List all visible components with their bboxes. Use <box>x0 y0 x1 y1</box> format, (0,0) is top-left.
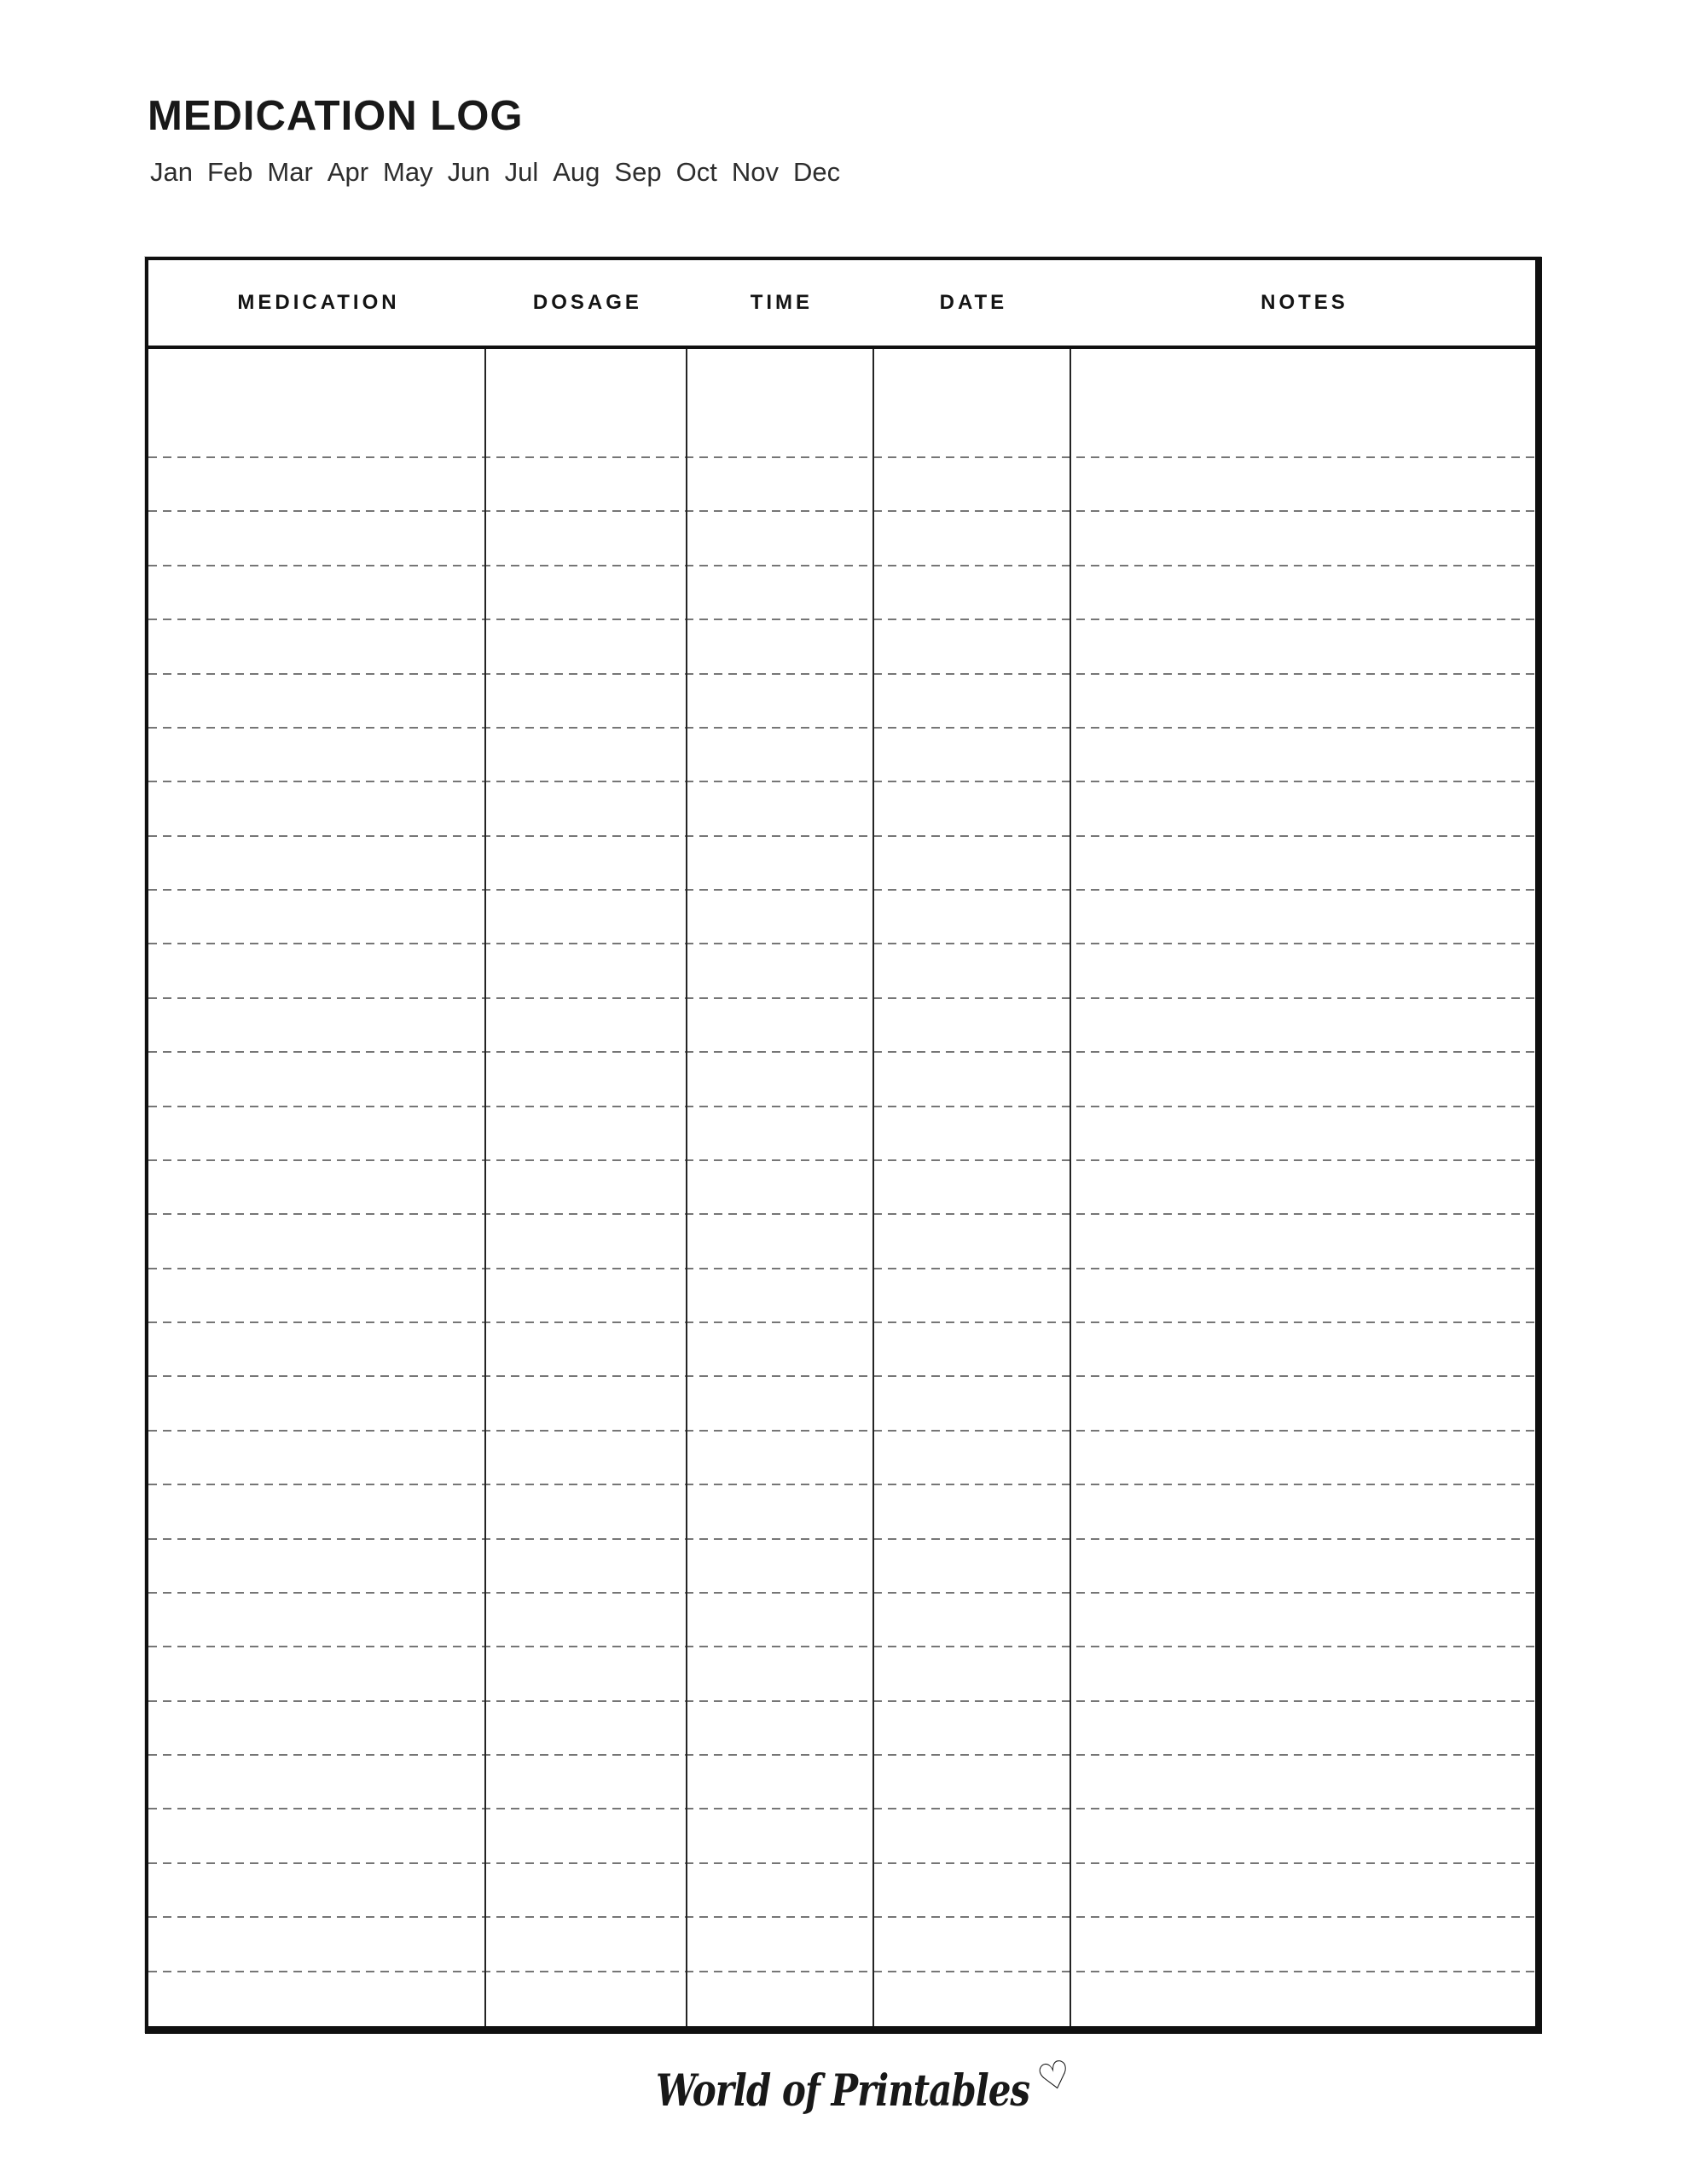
table-row <box>148 1540 1535 1594</box>
table-row <box>148 891 1535 944</box>
month-label-oct: Oct <box>675 157 717 187</box>
column-header-dosage: DOSAGE <box>532 291 642 314</box>
column-header-time: TIME <box>750 291 814 314</box>
column-header-date: DATE <box>939 291 1008 314</box>
month-label-may: May <box>383 157 433 187</box>
table-row <box>148 1918 1535 1972</box>
table-row <box>148 675 1535 729</box>
table-row <box>148 1809 1535 1863</box>
table-row <box>148 620 1535 674</box>
table-row <box>148 1756 1535 1809</box>
month-label-sep: Sep <box>614 157 662 187</box>
table-row <box>148 1864 1535 1918</box>
table-row <box>148 1053 1535 1107</box>
table-row <box>148 782 1535 836</box>
month-label-aug: Aug <box>553 157 600 187</box>
table-row <box>148 729 1535 782</box>
month-label-dec: Dec <box>792 157 841 187</box>
month-label-jul: Jul <box>504 157 539 187</box>
table-row <box>148 458 1535 512</box>
month-label-jun: Jun <box>447 157 490 187</box>
heart-icon: ♡ <box>1032 2051 1076 2102</box>
month-label-apr: Apr <box>327 157 369 187</box>
table-row <box>148 1215 1535 1269</box>
months-row <box>150 157 840 188</box>
column-divider-date-notes <box>1070 349 1071 2026</box>
table-row <box>148 837 1535 891</box>
brand-wordmark: World of Printables <box>656 2065 1030 2116</box>
table-row <box>148 999 1535 1053</box>
column-header-notes: NOTES <box>1261 291 1348 314</box>
table-row <box>148 1432 1535 1485</box>
table-row <box>148 1161 1535 1215</box>
table-row <box>148 1702 1535 1756</box>
month-label-feb: Feb <box>206 157 253 187</box>
table-row <box>148 1269 1535 1323</box>
month-label-nov: Nov <box>731 157 779 187</box>
column-header-medication: MEDICATION <box>237 291 400 314</box>
table-row <box>148 1972 1535 2026</box>
table-row <box>148 1594 1535 1647</box>
table-row <box>148 1647 1535 1701</box>
medication-log-table <box>145 257 1542 2034</box>
table-row <box>148 1377 1535 1431</box>
table-row <box>148 566 1535 620</box>
table-row <box>148 944 1535 998</box>
table-header-row <box>148 260 1535 349</box>
column-divider-medication-dosage <box>484 349 486 2026</box>
table-row <box>148 1323 1535 1377</box>
table-row <box>148 349 1535 458</box>
brand-logo <box>656 2051 1076 2117</box>
page-title: MEDICATION LOG <box>148 93 524 139</box>
column-divider-time-date <box>872 349 874 2026</box>
table-row <box>148 512 1535 566</box>
table-body <box>148 349 1535 2026</box>
month-label-mar: Mar <box>267 157 313 187</box>
month-label-jan: Jan <box>150 157 193 187</box>
table-row <box>148 1107 1535 1161</box>
column-divider-dosage-time <box>686 349 687 2026</box>
table-row <box>148 1485 1535 1539</box>
